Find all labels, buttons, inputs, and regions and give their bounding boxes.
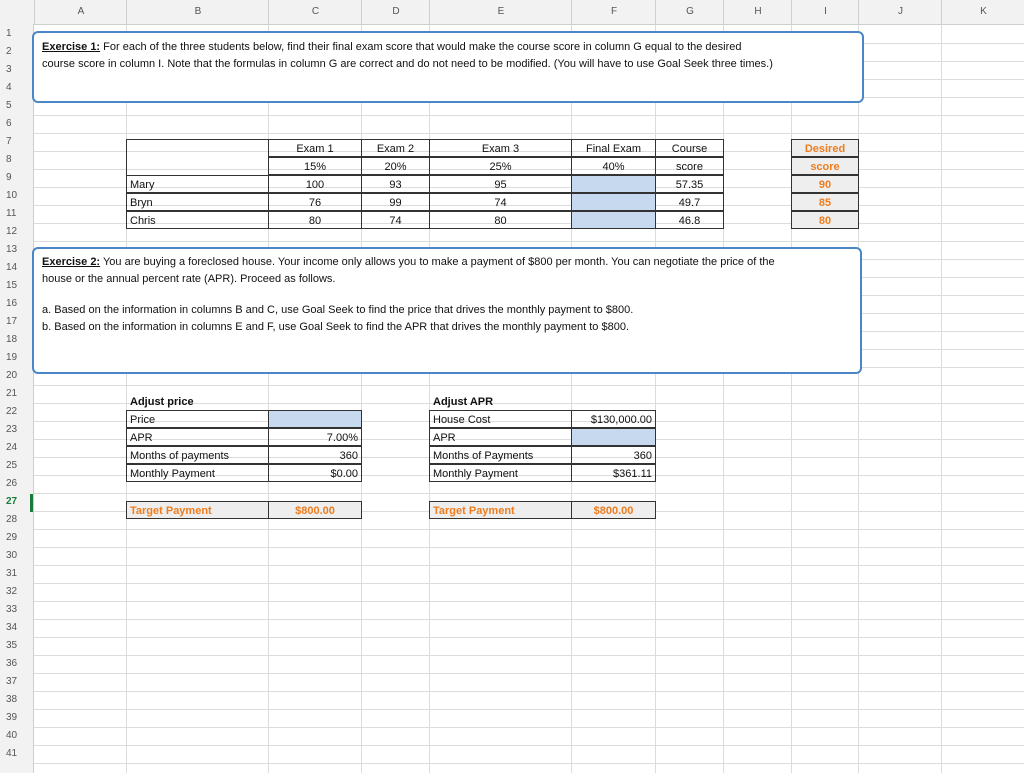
column-header-bar <box>0 0 1024 25</box>
row-gridline <box>34 745 1024 746</box>
row-gridline <box>34 655 1024 656</box>
student-name[interactable]: Mary <box>126 175 269 193</box>
adjust-apr-title[interactable]: Adjust APR <box>433 396 494 408</box>
monthly-payment-value[interactable]: $0.00 <box>268 464 362 482</box>
row-gridline <box>34 241 1024 242</box>
row-header[interactable]: 30 <box>6 550 18 561</box>
column-gridline <box>571 24 572 773</box>
row-gridline <box>34 763 1024 764</box>
row-gridline <box>34 583 1024 584</box>
exercise1-text-line2: course score in column I. Note that the formulas in column G are correct and do not need to be modified. (You will have to use Goal Seek three times.) <box>42 58 773 70</box>
column-gridline <box>655 24 656 773</box>
student-desired-score[interactable]: 85 <box>791 193 859 211</box>
months-value[interactable]: 360 <box>268 446 362 464</box>
row-gridline <box>34 727 1024 728</box>
row-header[interactable]: 25 <box>6 460 18 471</box>
row-gridline <box>34 673 1024 674</box>
row-header[interactable]: 23 <box>6 424 18 435</box>
row-gridline <box>34 601 1024 602</box>
column-header-i[interactable]: I <box>791 0 859 24</box>
column-header-j[interactable]: J <box>858 0 942 24</box>
target-payment-value[interactable]: $800.00 <box>268 501 362 519</box>
row-header[interactable]: 5 <box>6 100 12 111</box>
column-gridline <box>791 24 792 773</box>
header-final-exam[interactable]: Final Exam <box>571 139 656 157</box>
column-gridline <box>941 24 942 773</box>
row-gridline <box>34 691 1024 692</box>
row-gridline <box>34 619 1024 620</box>
student-exam2[interactable]: 99 <box>361 193 430 211</box>
student-desired-score[interactable]: 90 <box>791 175 859 193</box>
row-header[interactable]: 19 <box>6 352 18 363</box>
row-header[interactable]: 37 <box>6 676 18 687</box>
column-header-g[interactable]: G <box>655 0 724 24</box>
house-cost-value[interactable]: $130,000.00 <box>571 410 656 428</box>
adjust-apr-label[interactable]: APR <box>429 428 572 446</box>
row-header[interactable]: 29 <box>6 532 18 543</box>
student-exam3[interactable]: 95 <box>429 175 572 193</box>
header-desired[interactable]: Desired <box>791 139 859 157</box>
row-header[interactable]: 6 <box>6 118 12 129</box>
row-header[interactable]: 3 <box>6 64 12 75</box>
student-final-input[interactable] <box>571 175 656 193</box>
student-course-score[interactable]: 46.8 <box>655 211 724 229</box>
weight-final-exam[interactable]: 40% <box>571 157 656 175</box>
target-payment-label[interactable]: Target Payment <box>126 501 269 519</box>
row-header[interactable]: 13 <box>6 244 18 255</box>
row-header[interactable]: 21 <box>6 388 18 399</box>
row-header[interactable]: 32 <box>6 586 18 597</box>
row-header[interactable]: 24 <box>6 442 18 453</box>
header-desired-score[interactable]: score <box>791 157 859 175</box>
exercise1-text: For each of the three students below, find their final exam score that would make the course score in column G equal to the desired <box>100 41 742 53</box>
student-exam1[interactable]: 76 <box>268 193 362 211</box>
student-exam1[interactable]: 80 <box>268 211 362 229</box>
price-input[interactable] <box>268 410 362 428</box>
weight-exam1[interactable]: 15% <box>268 157 362 175</box>
column-header-d[interactable]: D <box>361 0 430 24</box>
row-header[interactable]: 1 <box>6 28 12 39</box>
selected-row-indicator <box>30 494 33 512</box>
student-exam3[interactable]: 80 <box>429 211 572 229</box>
row-gridline <box>34 133 1024 134</box>
row-header[interactable]: 17 <box>6 316 18 327</box>
adjust-price-label[interactable]: APR <box>126 428 269 446</box>
row-gridline <box>34 493 1024 494</box>
apr-input[interactable] <box>571 428 656 446</box>
apr-value[interactable]: 7.00% <box>268 428 362 446</box>
adjust-apr-label[interactable]: Monthly Payment <box>429 464 572 482</box>
row-header[interactable]: 11 <box>6 208 17 219</box>
weight-exam2[interactable]: 20% <box>361 157 430 175</box>
grades-corner-cell[interactable] <box>126 139 269 176</box>
student-exam3[interactable]: 74 <box>429 193 572 211</box>
header-course[interactable]: Course <box>655 139 724 157</box>
row-gridline <box>34 385 1024 386</box>
row-header[interactable]: 12 <box>6 226 18 237</box>
row-header[interactable]: 8 <box>6 154 12 165</box>
row-gridline <box>34 529 1024 530</box>
row-header[interactable]: 9 <box>6 172 12 183</box>
row-header[interactable]: 15 <box>6 280 18 291</box>
adjust-apr-label[interactable]: House Cost <box>429 410 572 428</box>
row-header[interactable]: 39 <box>6 712 18 723</box>
header-exam2[interactable]: Exam 2 <box>361 139 430 157</box>
student-course-score[interactable]: 49.7 <box>655 193 724 211</box>
column-header-c[interactable]: C <box>268 0 362 24</box>
row-gridline <box>34 709 1024 710</box>
row-header[interactable]: 28 <box>6 514 18 525</box>
column-gridline <box>268 24 269 773</box>
row-header[interactable]: 41 <box>6 748 18 759</box>
column-header-a[interactable]: A <box>34 0 127 24</box>
exercise1-textbox[interactable] <box>32 31 864 103</box>
row-gridline <box>34 547 1024 548</box>
target-payment-value[interactable]: $800.00 <box>571 501 656 519</box>
row-header-bar <box>0 24 34 773</box>
student-exam1[interactable]: 100 <box>268 175 362 193</box>
row-header[interactable]: 14 <box>6 262 18 273</box>
row-header[interactable]: 40 <box>6 730 18 741</box>
header-exam1[interactable]: Exam 1 <box>268 139 362 157</box>
row-header[interactable]: 18 <box>6 334 18 345</box>
row-gridline <box>34 637 1024 638</box>
row-header[interactable]: 4 <box>6 82 12 93</box>
row-header[interactable]: 35 <box>6 640 18 651</box>
adjust-price-title[interactable]: Adjust price <box>130 396 194 408</box>
row-header[interactable]: 7 <box>6 136 12 147</box>
row-gridline <box>34 565 1024 566</box>
adjust-price-label[interactable]: Months of payments <box>126 446 269 464</box>
months-value[interactable]: 360 <box>571 446 656 464</box>
student-desired-score[interactable]: 80 <box>791 211 859 229</box>
student-course-score[interactable]: 57.35 <box>655 175 724 193</box>
header-course-score[interactable]: score <box>655 157 724 175</box>
monthly-payment-value[interactable]: $361.11 <box>571 464 656 482</box>
row-header[interactable]: 22 <box>6 406 18 417</box>
column-header-b[interactable]: B <box>126 0 269 24</box>
row-header[interactable]: 36 <box>6 658 18 669</box>
column-header-f[interactable]: F <box>571 0 656 24</box>
exercise2-item-b: b. Based on the information in columns E and F, use Goal Seek to find the APR that drives the monthly payment to $800. <box>42 321 630 333</box>
row-header[interactable]: 26 <box>6 478 18 489</box>
column-gridline <box>361 24 362 773</box>
adjust-apr-label[interactable]: Months of Payments <box>429 446 572 464</box>
row-header[interactable]: 33 <box>6 604 18 615</box>
column-header-h[interactable]: H <box>723 0 792 24</box>
column-header-k[interactable]: K <box>941 0 1024 24</box>
row-header[interactable]: 2 <box>6 46 12 57</box>
exercise2-text-line2: house or the annual percent rate (APR). Proceed as follows. <box>42 273 336 285</box>
row-header[interactable]: 34 <box>6 622 18 633</box>
student-name[interactable]: Bryn <box>126 193 269 211</box>
row-header[interactable]: 20 <box>6 370 18 381</box>
row-header-selected[interactable]: 27 <box>6 496 18 507</box>
exercise2-label: Exercise 2: <box>42 256 101 268</box>
exercise2-textbox[interactable] <box>32 247 862 374</box>
row-header[interactable]: 10 <box>6 190 18 201</box>
exercise1-label: Exercise 1: <box>42 41 101 53</box>
student-name[interactable]: Chris <box>126 211 269 229</box>
student-exam2[interactable]: 74 <box>361 211 430 229</box>
column-gridline <box>723 24 724 773</box>
student-final-input[interactable] <box>571 211 656 229</box>
student-final-input[interactable] <box>571 193 656 211</box>
adjust-price-label[interactable]: Monthly Payment <box>126 464 269 482</box>
target-payment-label[interactable]: Target Payment <box>429 501 572 519</box>
row-header[interactable]: 31 <box>6 568 18 579</box>
weight-exam3[interactable]: 25% <box>429 157 572 175</box>
column-header-e[interactable]: E <box>429 0 572 24</box>
header-exam3[interactable]: Exam 3 <box>429 139 572 157</box>
row-header[interactable]: 38 <box>6 694 18 705</box>
row-gridline <box>34 115 1024 116</box>
exercise2-text: You are buying a foreclosed house. Your income only allows you to make a payment of $800 per month. You can negotiate the price of the <box>100 256 775 268</box>
exercise2-item-a: a. Based on the information in columns B and C, use Goal Seek to find the price that drives the monthly payment to $800. <box>42 304 634 316</box>
row-header[interactable]: 16 <box>6 298 18 309</box>
column-gridline <box>858 24 859 773</box>
student-exam2[interactable]: 93 <box>361 175 430 193</box>
adjust-price-label[interactable]: Price <box>126 410 269 428</box>
